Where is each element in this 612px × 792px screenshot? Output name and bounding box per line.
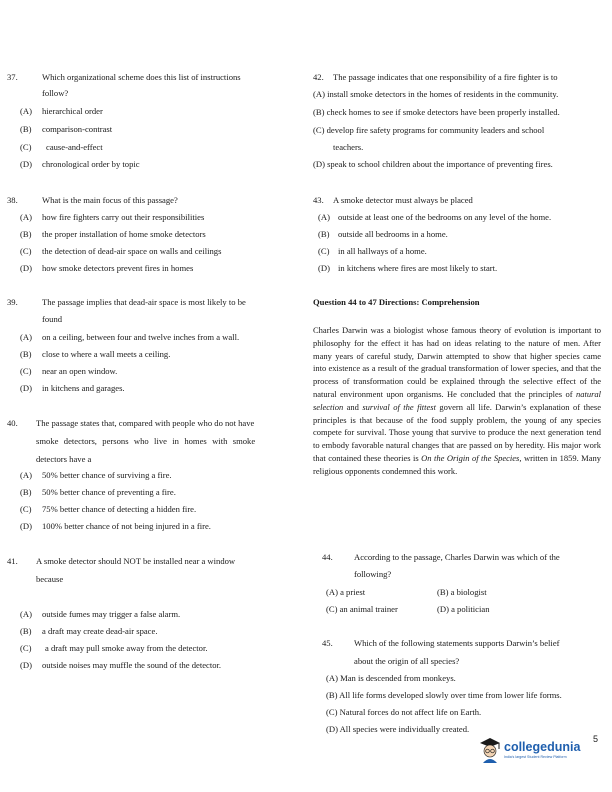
q39-option-d: in kitchens and garages. — [42, 383, 125, 393]
q43-option-c-label: (C) — [318, 246, 330, 256]
q40-option-c-label: (C) — [20, 504, 32, 514]
q41-option-c-label: (C) — [20, 643, 32, 653]
q37-option-a: hierarchical order — [42, 106, 103, 116]
q39-question-line1: The passage implies that dead-air space is most likely to be — [42, 297, 246, 307]
q41-option-b: a draft may create dead-air space. — [42, 626, 158, 636]
q38-option-d-label: (D) — [20, 263, 32, 273]
passage-text-3: govern all life. Darwin’s explanation of these principles is that because of the food supply problem, the young of any species compete for survival. Those young that survive to produce the next generation tend to embody favorable natural changes that are passed on by heredity. His major work that contained these theories is — [313, 401, 601, 463]
q43-option-a-label: (A) — [318, 212, 330, 222]
q44-question-line1: According to the passage, Charles Darwin was which of the — [354, 552, 560, 562]
q39-question-line2: found — [42, 314, 63, 324]
q45-option-a: (A) Man is descended from monkeys. — [326, 673, 456, 683]
q45-question-line2: about the origin of all species? — [354, 656, 460, 666]
q42-question: The passage indicates that one responsibility of a fire fighter is to — [333, 72, 558, 82]
graduate-mascot-icon — [478, 736, 502, 764]
q41-option-b-label: (B) — [20, 626, 32, 636]
passage-italic-natural-selection: natural selection — [313, 388, 601, 412]
q40-question-line1: The passage states that, compared with people who do not have — [36, 418, 255, 428]
passage-text-1: Charles Darwin was a biologist whose famous theory of evolution is important to philosophy for the effect it has had on ideas relating to the nature of men. After many years of careful study, Darwin attempted to show that higher species came into existence as a result of the gradual transformation of lower species, and that the process of transformation could be explained through the selective effect of the natural environment upon organisms. He concluded that the principles of — [313, 325, 601, 399]
logo-wordmark: collegedunia — [504, 740, 581, 754]
q41-option-c: a draft may pull smoke away from the detector. — [45, 643, 208, 653]
q43-option-b: outside all bedrooms in a home. — [338, 229, 448, 239]
q37-option-d: chronological order by topic — [42, 159, 140, 169]
q44-option-b: (B) a biologist — [437, 587, 487, 597]
q40-option-d-label: (D) — [20, 521, 32, 531]
q37-option-d-label: (D) — [20, 159, 32, 169]
q37-option-b: comparison-contrast — [42, 124, 113, 134]
q42-option-c-line2: teachers. — [333, 142, 364, 152]
q38-option-c-label: (C) — [20, 246, 32, 256]
logo-tagline: India's largest Student Review Platform — [504, 755, 567, 759]
q37-option-c-label: (C) — [20, 142, 32, 152]
q40-option-d: 100% better chance of not being injured in a fire. — [42, 521, 211, 531]
q38-option-a-label: (A) — [20, 212, 32, 222]
q38-option-d: how smoke detectors prevent fires in homes — [42, 263, 194, 273]
q40-option-b: 50% better chance of preventing a fire. — [42, 487, 176, 497]
passage-text-4: written in 1859. Many religious opponents condemned this work. — [313, 452, 601, 476]
q41-option-d-label: (D) — [20, 660, 32, 670]
q42-option-d: (D) speak to school children about the importance of preventing fires. — [313, 159, 553, 169]
q42-option-c-line1: (C) develop fire safety programs for community leaders and school — [313, 125, 545, 135]
q41-question-line2: because — [36, 574, 64, 584]
q43-option-c: in all hallways of a home. — [338, 246, 427, 256]
q40-question-line3: detectors have a — [36, 454, 92, 464]
q40-option-c: 75% better chance of detecting a hidden fire. — [42, 504, 197, 514]
q45-option-b: (B) All life forms developed slowly over time from lower life forms. — [326, 690, 562, 700]
q42-option-a: (A) install smoke detectors in the homes of residents in the community. — [313, 89, 559, 99]
passage-italic-survival-of-fittest: survival of the fittest — [362, 401, 436, 412]
q39-number: 39. — [7, 297, 18, 307]
q38-option-a: how fire fighters carry out their responsibilities — [42, 212, 205, 222]
q41-number: 41. — [7, 556, 18, 566]
q41-question-line1: A smoke detector should NOT be installed near a window — [36, 556, 236, 566]
q42-number: 42. — [313, 72, 324, 82]
q43-number: 43. — [313, 195, 324, 205]
q39-option-a: on a ceiling, between four and twelve inches from a wall. — [42, 332, 240, 342]
q41-option-a-label: (A) — [20, 609, 32, 619]
comprehension-directions-heading: Question 44 to 47 Directions: Comprehension — [313, 297, 480, 307]
q38-option-b-label: (B) — [20, 229, 32, 239]
q40-option-a: 50% better chance of surviving a fire. — [42, 470, 172, 480]
q43-question: A smoke detector must always be placed — [333, 195, 473, 205]
q37-option-b-label: (B) — [20, 124, 32, 134]
comprehension-passage — [313, 324, 601, 478]
passage-text-2: and — [343, 401, 363, 412]
q45-option-d: (D) All species were individually created. — [326, 724, 470, 734]
q39-option-c-label: (C) — [20, 366, 32, 376]
q39-option-b-label: (B) — [20, 349, 32, 359]
q41-option-d: outside noises may muffle the sound of the detector. — [42, 660, 222, 670]
q39-option-a-label: (A) — [20, 332, 32, 342]
q37-question-line1: Which organizational scheme does this list of instructions — [42, 72, 241, 82]
q38-number: 38. — [7, 195, 18, 205]
q43-option-d: in kitchens where fires are most likely to start. — [338, 263, 498, 273]
q37-option-a-label: (A) — [20, 106, 32, 116]
q42-option-b: (B) check homes to see if smoke detectors have been properly installed. — [313, 107, 560, 117]
q45-question-line1: Which of the following statements supports Darwin’s belief — [354, 638, 560, 648]
q39-option-d-label: (D) — [20, 383, 32, 393]
q40-option-b-label: (B) — [20, 487, 32, 497]
q45-number: 45. — [322, 638, 333, 648]
q38-question: What is the main focus of this passage? — [42, 195, 178, 205]
q43-option-b-label: (B) — [318, 229, 330, 239]
q38-option-b: the proper installation of home smoke detectors — [42, 229, 206, 239]
q38-option-c: the detection of dead-air space on walls and ceilings — [42, 246, 222, 256]
q37-option-c: cause-and-effect — [46, 142, 103, 152]
q39-option-b: close to where a wall meets a ceiling. — [42, 349, 171, 359]
collegedunia-logo — [478, 736, 598, 766]
q41-option-a: outside fumes may trigger a false alarm. — [42, 609, 181, 619]
q40-option-a-label: (A) — [20, 470, 32, 480]
q37-number: 37. — [7, 72, 18, 82]
q44-option-a: (A) a priest — [326, 587, 366, 597]
q44-question-line2: following? — [354, 569, 392, 579]
q44-number: 44. — [322, 552, 333, 562]
q37-question-line2: follow? — [42, 88, 69, 98]
q40-number: 40. — [7, 418, 18, 428]
page-number: 5 — [593, 734, 599, 744]
q40-question-line2: smoke detectors, persons who live in homes with smoke — [36, 436, 256, 446]
passage-italic-book-title: On the Origin of the Species, — [421, 452, 522, 463]
q43-option-a: outside at least one of the bedrooms on any level of the home. — [338, 212, 552, 222]
q39-option-c: near an open window. — [42, 366, 118, 376]
q44-option-c: (C) an animal trainer — [326, 604, 398, 614]
q44-option-d: (D) a politician — [437, 604, 490, 614]
q43-option-d-label: (D) — [318, 263, 330, 273]
q45-option-c: (C) Natural forces do not affect life on Earth. — [326, 707, 482, 717]
